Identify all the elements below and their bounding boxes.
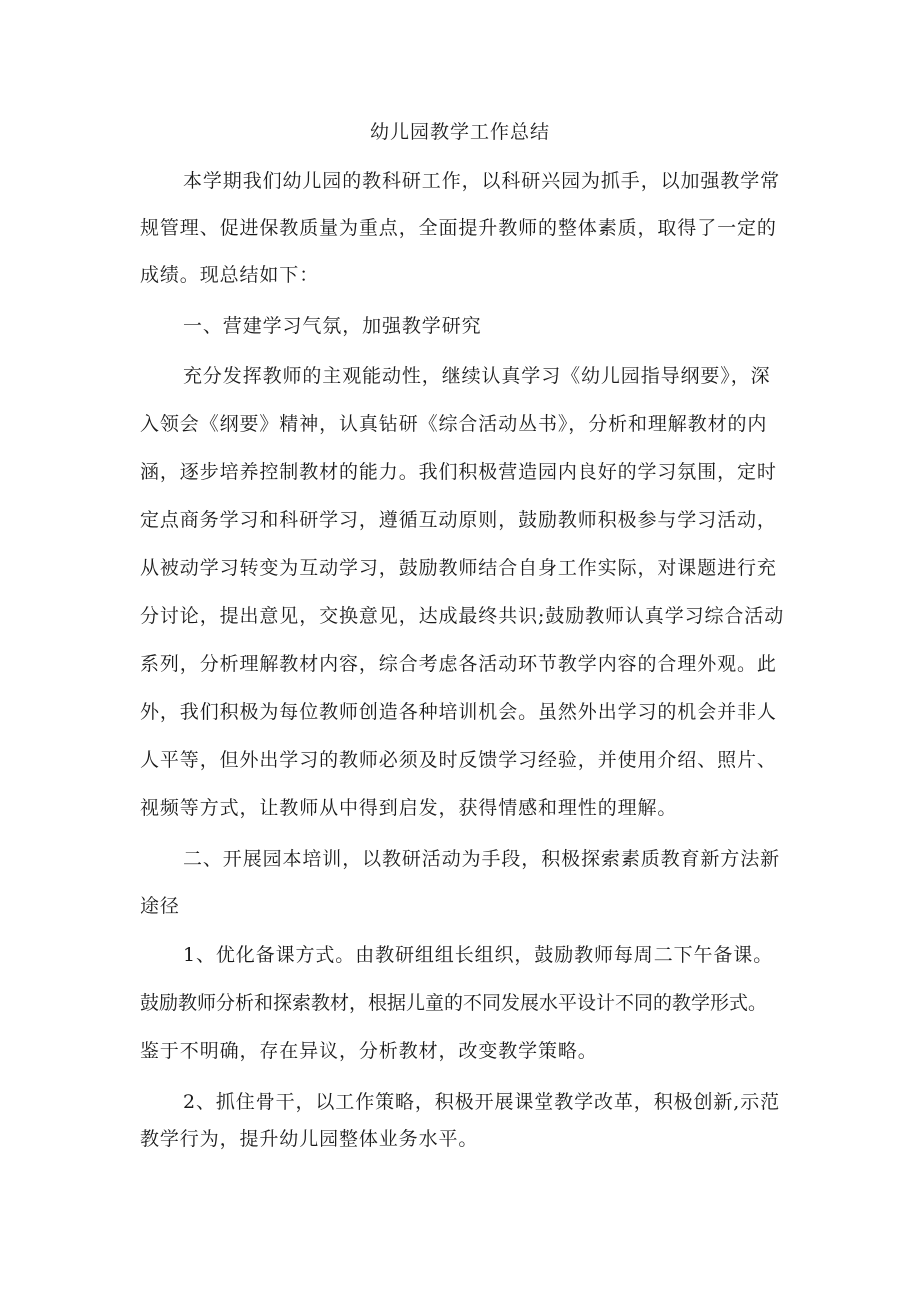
section1-line: 视频等方式，让教师从中得到启发，获得情感和理性的理解。	[140, 797, 678, 819]
item1-line: 1、优化备课方式。由教研组组长组织，鼓励教师每周二下午备课。	[183, 944, 774, 966]
intro-line: 规管理、促进保教质量为重点，全面提升教师的整体素质，取得了一定的	[140, 217, 777, 239]
section1-line: 定点商务学习和科研学习，遵循互动原则，鼓励教师积极参与学习活动，	[140, 509, 777, 531]
section1-line: 分讨论，提出意见，交换意见，达成最终共识;鼓励教师认真学习综合活动	[140, 605, 785, 627]
section1-heading: 一、营建学习气氛，加强教学研究	[183, 315, 482, 337]
section1-line: 人平等，但外出学习的教师必须及时反馈学习经验，并使用介绍、照片、	[140, 749, 777, 771]
document-title: 幼儿园教学工作总结	[369, 121, 550, 143]
section1-line: 系列，分析理解教材内容，综合考虑各活动环节教学内容的合理外观。此	[140, 653, 777, 675]
intro-line: 成绩。现总结如下：	[140, 264, 320, 286]
section1-line: 外，我们积极为每位教师创造各种培训机会。虽然外出学习的机会并非人	[140, 701, 777, 723]
item2-line: 2、抓住骨干，以工作策略，积极开展课堂教学改革，积极创新,示范	[183, 1091, 781, 1113]
intro-line: 本学期我们幼儿园的教科研工作，以科研兴园为抓手，以加强教学常	[183, 170, 781, 192]
section1-line: 涵，逐步培养控制教材的能力。我们积极营造园内良好的学习氛围，定时	[140, 461, 777, 483]
section1-line: 入领会《纲要》精神，认真钻研《综合活动丛书》，分析和理解教材的内	[140, 413, 768, 435]
section1-line: 充分发挥教师的主观能动性，继续认真学习《幼儿园指导纲要》，深	[183, 365, 771, 387]
item2-line: 教学行为，提升幼儿园整体业务水平。	[140, 1128, 479, 1150]
section1-line: 从被动学习转变为互动学习，鼓励教师结合自身工作实际，对课题进行充	[140, 557, 777, 579]
section2-heading: 途径	[140, 895, 180, 917]
item1-line: 鼓励教师分析和探索教材，根据儿童的不同发展水平设计不同的教学形式。	[140, 992, 768, 1014]
item1-line: 鉴于不明确，存在异议，分析教材，改变教学策略。	[140, 1040, 598, 1062]
section2-heading: 二、开展园本培训，以教研活动为手段，积极探索素质教育新方法新	[183, 848, 781, 870]
